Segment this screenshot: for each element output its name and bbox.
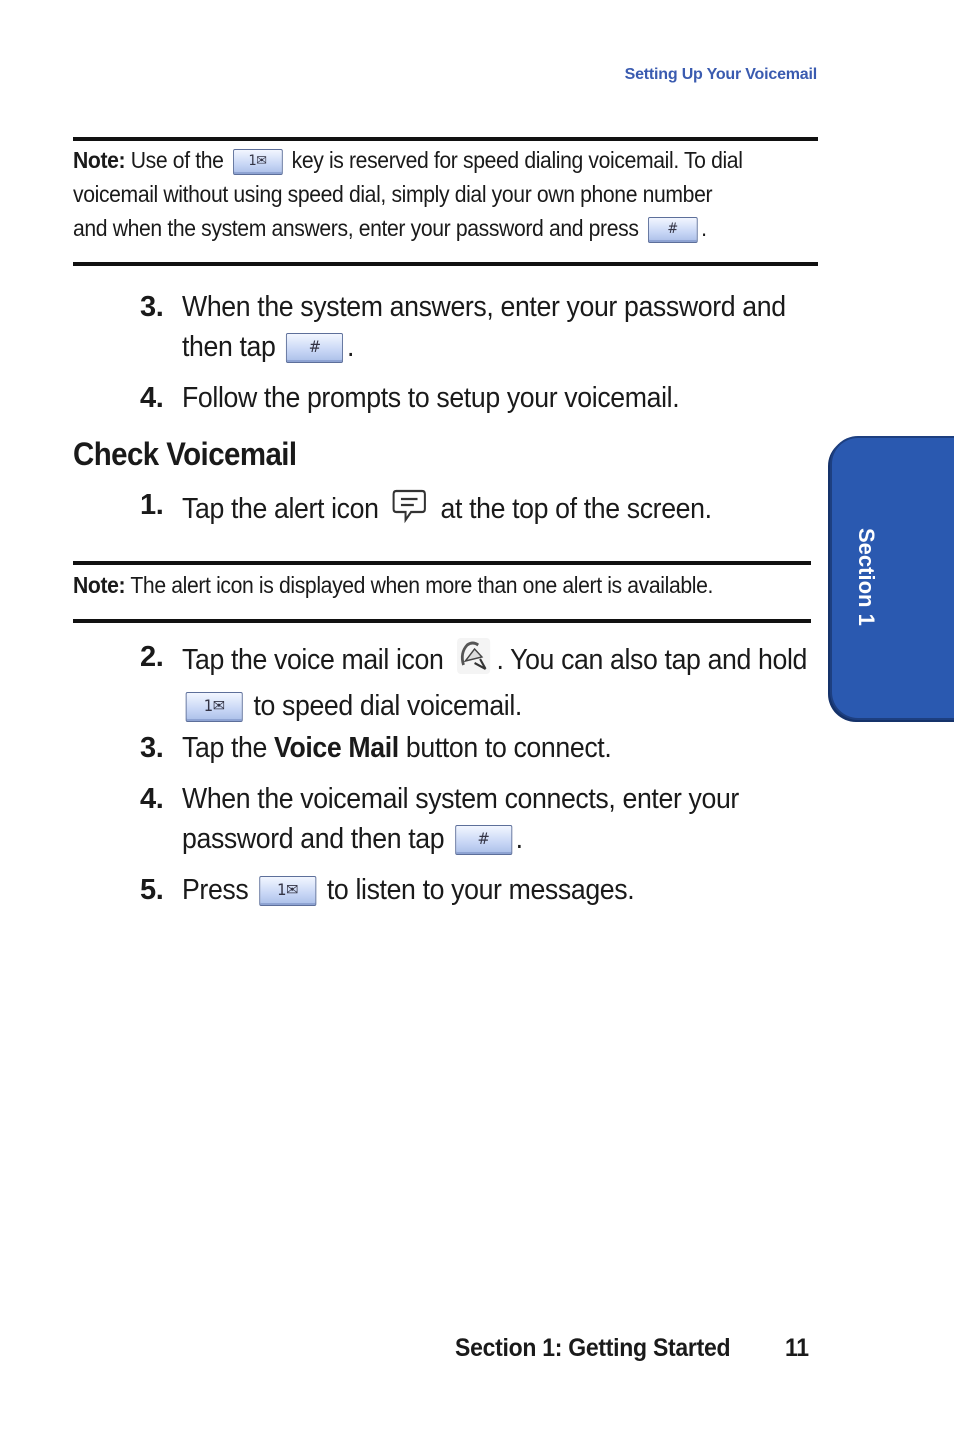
step-line [182, 637, 807, 686]
voicemail-key: 1✉ [186, 692, 243, 722]
step-text-part: . You can also tap and hold [496, 644, 807, 677]
note-text: The alert icon is displayed when more than one alert is available. [130, 572, 714, 598]
step-text [182, 485, 771, 536]
section-heading: Check Voicemail [73, 436, 297, 472]
step-line [182, 686, 771, 726]
step-text-part: Tap the alert icon [182, 493, 379, 526]
step-number: 3. [140, 732, 164, 764]
running-header: Setting Up Your Voicemail [624, 66, 817, 83]
step-number: 4. [140, 783, 164, 815]
voicemail-key: 1✉ [233, 149, 283, 175]
step-text-part: . [515, 823, 523, 855]
step-text-part: Tap the [182, 732, 267, 764]
button-name-text: Voice Mail [274, 732, 399, 764]
voicemail-icon [456, 637, 491, 686]
step-number: 3. [140, 291, 164, 323]
step-text-part: then tap [182, 331, 276, 363]
voicemail-key: 1✉ [259, 876, 316, 906]
step-text-part: . [346, 331, 355, 363]
step-text [182, 779, 771, 859]
note-label: Note: [73, 572, 126, 598]
step-text-part: to listen to your messages. [326, 874, 635, 906]
note-rule-bottom [73, 619, 811, 623]
step-text [182, 287, 786, 367]
note-line: voicemail without using speed dial, simply dial your own phone number [73, 181, 713, 207]
step-text-part: Press [182, 874, 249, 906]
step-number: 1. [140, 489, 164, 521]
note-line [73, 211, 818, 245]
step-line: When the system answers, enter your password and [182, 291, 786, 323]
step-line [182, 819, 771, 859]
note-rule-bottom [73, 262, 818, 266]
step-text [182, 870, 771, 910]
step-text [182, 728, 771, 768]
step-text-part: button to connect. [405, 732, 612, 764]
page-number: 11 [785, 1334, 809, 1362]
section-tab-label: Section 1 [854, 528, 879, 626]
footer-section-title: Section 1: Getting Started [455, 1334, 731, 1362]
note-text: and when the system answers, enter your password and press [73, 215, 639, 241]
step-text [182, 637, 807, 726]
step-text: Follow the prompts to setup your voicemail. [182, 382, 680, 414]
step-line: When the voicemail system connects, enter your [182, 783, 739, 815]
step-text-part: at the top of the screen. [440, 493, 712, 526]
pound-key: # [648, 217, 698, 243]
step-text-part: Tap the voice mail icon [182, 644, 444, 677]
note-rule-top [73, 561, 811, 565]
section-tab [830, 436, 954, 720]
note-text: key is reserved for speed dialing voicemail. To dial [291, 147, 743, 173]
note-text: . [701, 215, 707, 241]
note-box [73, 568, 818, 602]
step-line [182, 327, 771, 367]
note-label: Note: [73, 147, 126, 173]
step-text-part: password and then tap [182, 823, 445, 855]
note-rule-top [73, 137, 818, 141]
note-box [73, 143, 818, 245]
speech-bubble-icon [391, 485, 428, 536]
step-number: 4. [140, 382, 164, 414]
step-text-part: to speed dial voicemail. [253, 690, 522, 722]
step-number: 5. [140, 874, 164, 906]
pound-key: # [286, 333, 343, 363]
note-line [73, 143, 818, 177]
note-text: Use of the [130, 147, 224, 173]
step-number: 2. [140, 641, 164, 673]
pound-key: # [455, 825, 512, 855]
